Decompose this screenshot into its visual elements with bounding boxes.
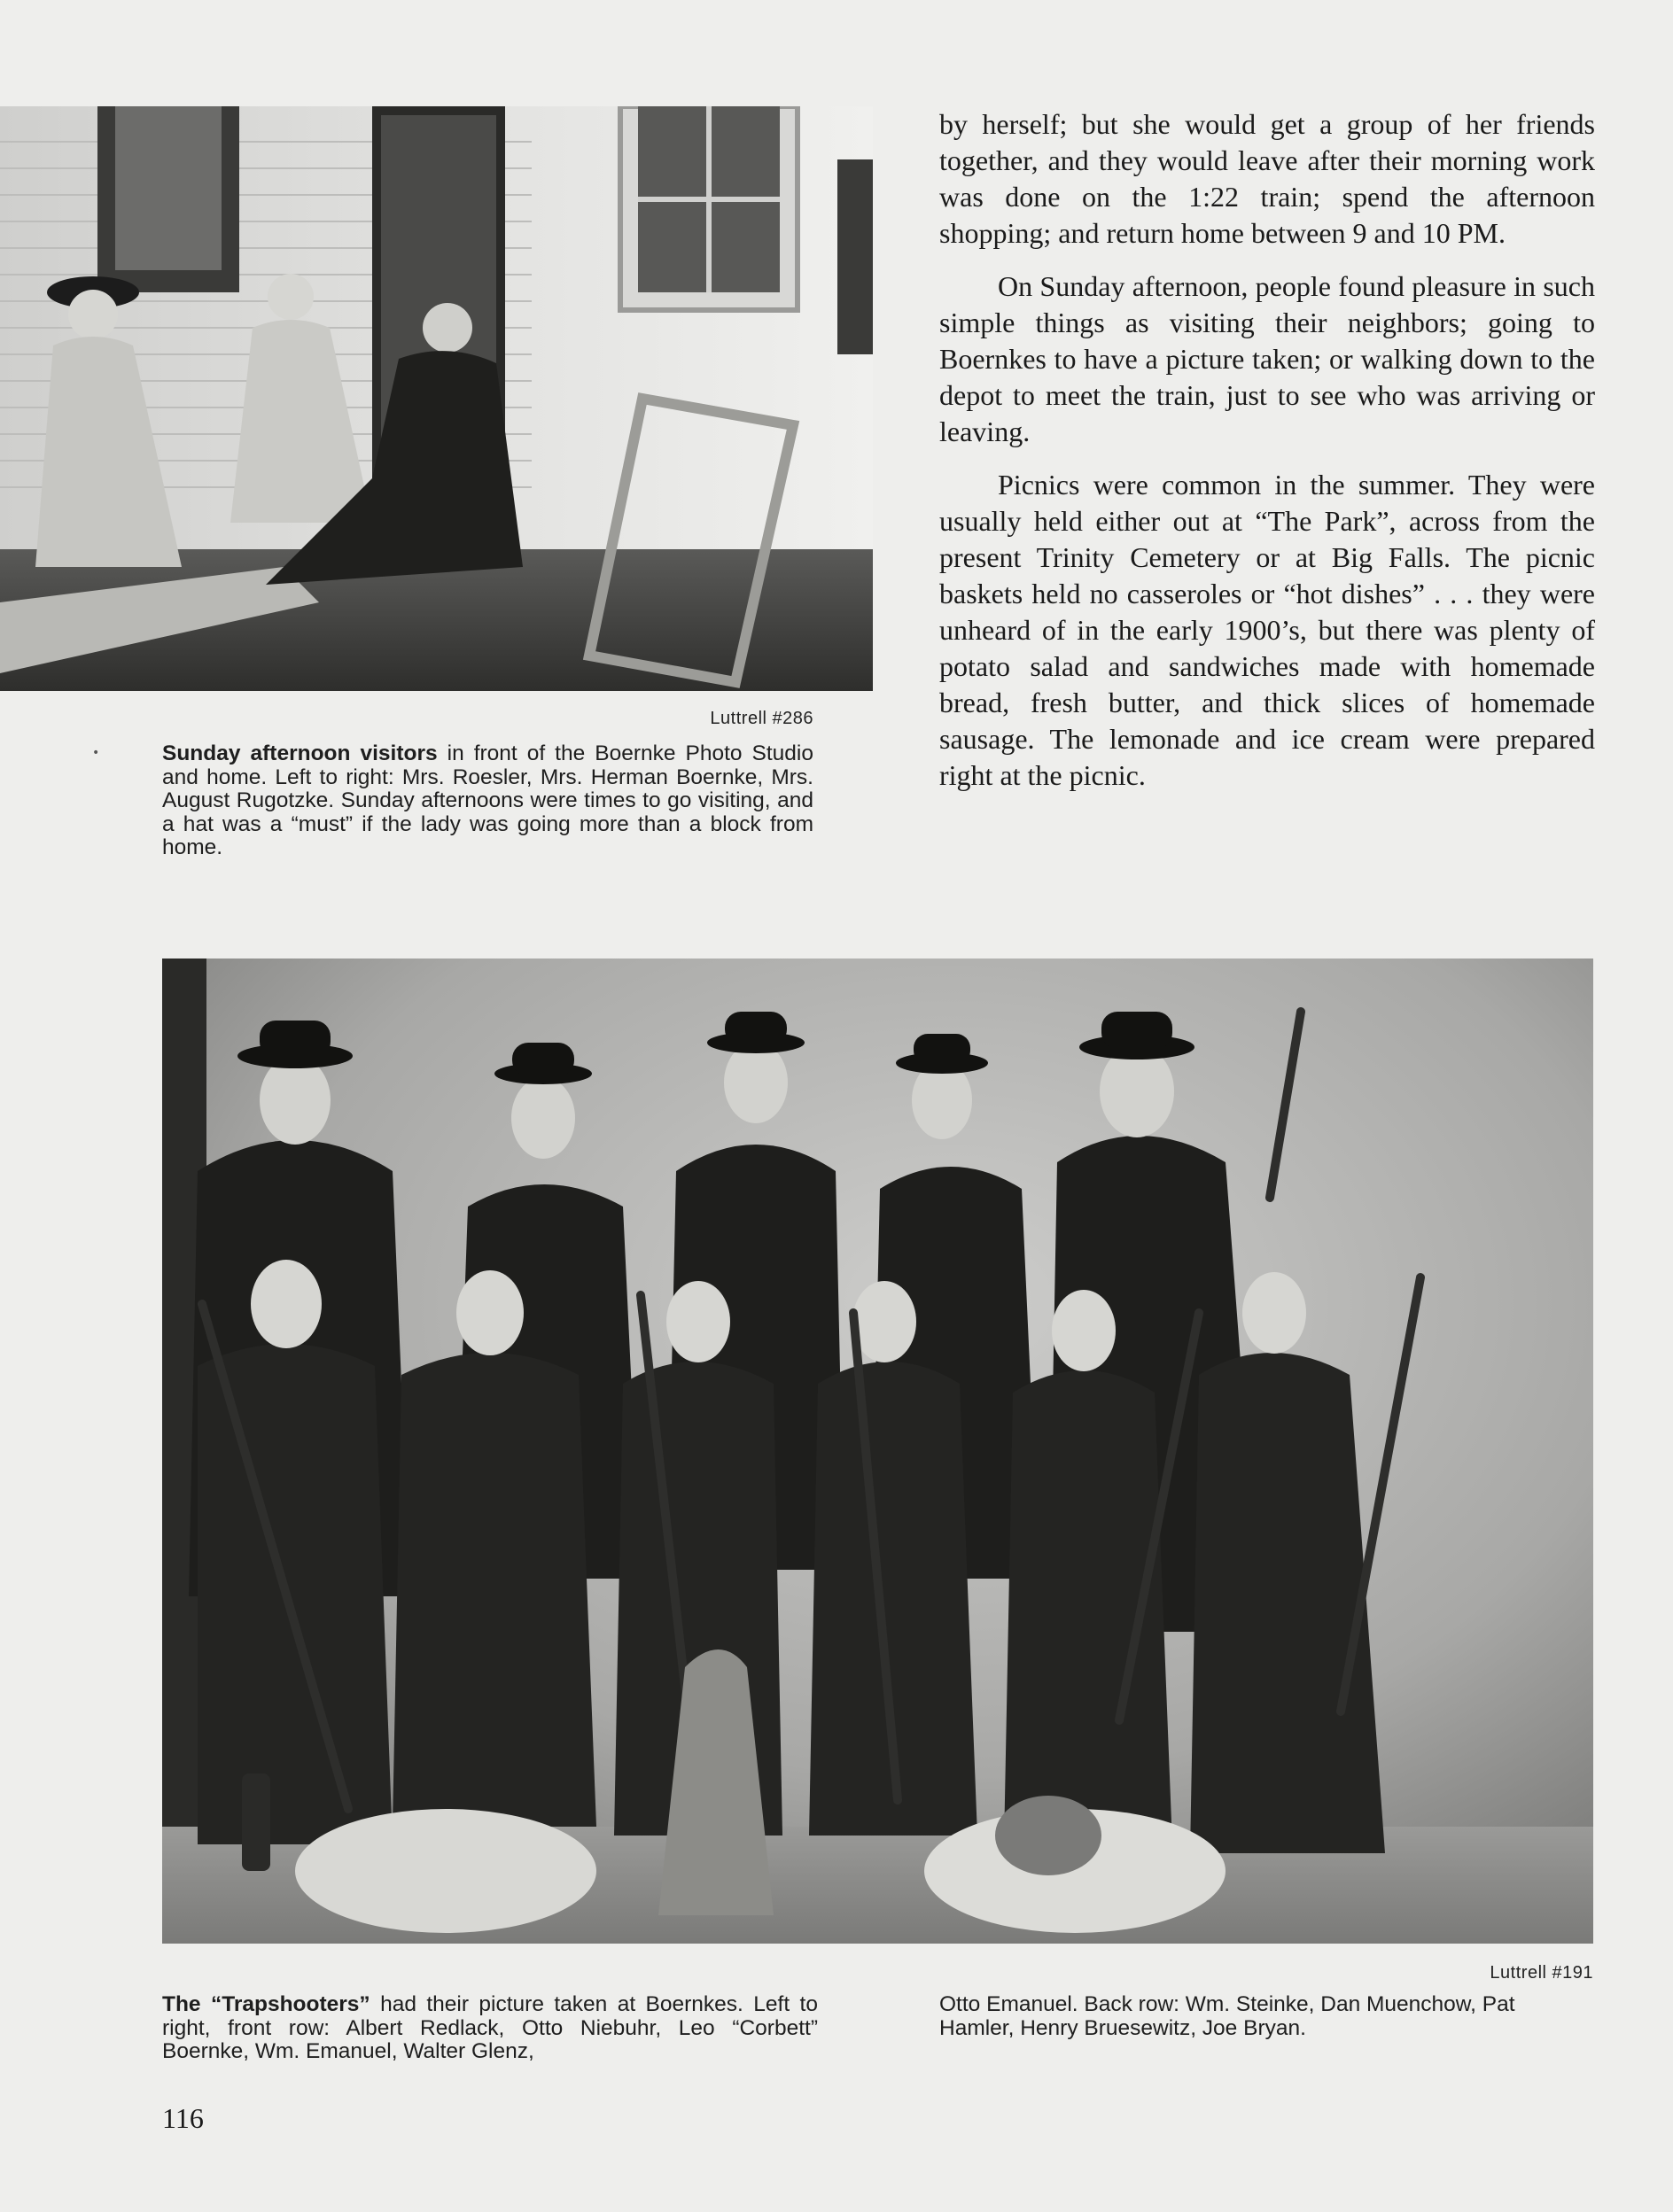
photo-sunday-visitors-image	[0, 106, 873, 691]
photo-caption	[162, 742, 813, 860]
photo-credit: Luttrell #286	[710, 709, 813, 728]
photo-sunday-visitors	[0, 106, 873, 691]
caption-text: had their picture taken at Boernkes. Left to right, front row: Albert Redlack, Otto Niebuhr, Leo “Corbett” Boernke, Wm. Emanuel, Walter Glenz,	[162, 1992, 818, 2063]
photo-credit: Luttrell #191	[1490, 1963, 1593, 1983]
caption-lead: Sunday afternoon visitors	[162, 741, 438, 765]
article-text	[939, 106, 1595, 811]
page-number: 116	[162, 2102, 204, 2134]
caption-text: in front of the Boernke Photo Studio and home. Left to right: Mrs. Roesler, Mrs. Herman Boernke, Mrs. August Rugotzke. Sunday afternoons were times to go visiting, and a hat was a “must” if the lady was going more than a block from home.	[162, 741, 814, 859]
photo-caption-continued: Otto Emanuel. Back row: Wm. Steinke, Dan Muenchow, Pat Hamler, Henry Bruesewitz, Joe Bryan.	[939, 1992, 1515, 2040]
photo-trapshooters	[162, 959, 1593, 1944]
article-paragraph: Picnics were common in the summer. They were usually held either out at “The Park”, across from the present Trinity Cemetery or at Big Falls. The picnic baskets held no casseroles or “hot dishes” . . . they were unheard of in the early 1900’s, but there was plenty of potato salad and sandwiches made with homemade bread, fresh butter, and thick slices of homemade sausage. The lemonade and ice cream were prepared right at the picnic.	[939, 469, 1595, 791]
print-mark: •	[92, 746, 100, 760]
article-paragraph: On Sunday afternoon, people found pleasure in such simple things as visiting their neighbors; going to Boernkes to have a picture taken; or walking down to the depot to meet the train, just to see who was arriving or leaving.	[939, 270, 1595, 447]
caption-lead: The “Trapshooters”	[162, 1992, 370, 2016]
photo-caption	[162, 1993, 818, 2064]
article-paragraph: by herself; but she would get a group of her friends together, and they would leave after their morning work was done on the 1:22 train; spend the afternoon shopping; and return home between 9 and 10 PM.	[939, 108, 1595, 249]
photo-trapshooters-image	[162, 959, 1593, 1944]
